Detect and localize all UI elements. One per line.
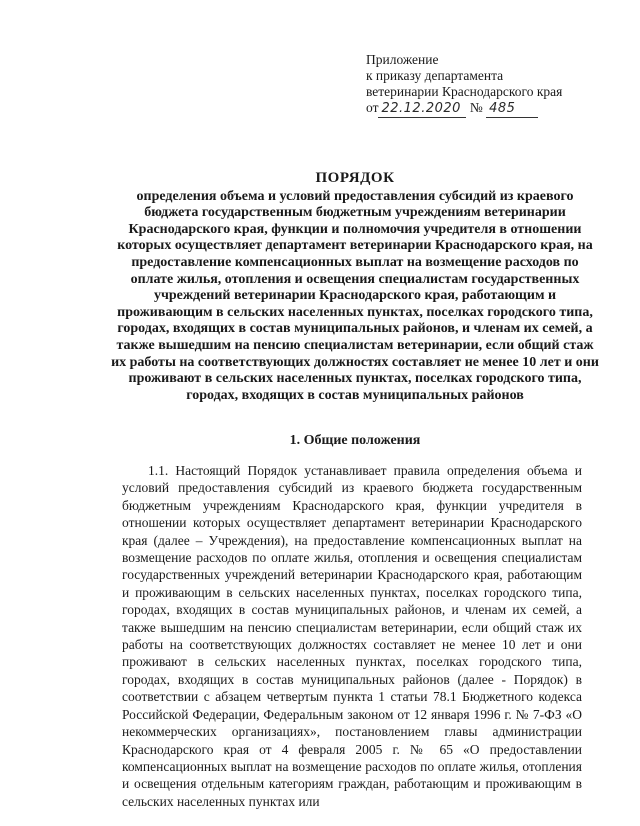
appendix-block — [366, 52, 616, 118]
number-label: № — [469, 100, 483, 115]
handwritten-number: 485 — [486, 101, 538, 118]
appendix-department-line: ветеринарии Краснодарского края — [366, 84, 563, 99]
appendix-title: Приложение — [366, 52, 439, 67]
body-paragraph: 1.1. Настоящий Порядок устанавливает правила определения объема и условий предоставления субсидий из краевого бюджета государственным бюджетным учреждениям Краснодарского края, функции учредителя в отношении которых осуществляет департамент ветеринарии Краснодарского края (далее – Учреждения), на предоставление компенсационных выплат на возмещение расходов по оплате жилья, отопления и освещения специалистам государственных учреждений ветеринарии Краснодарского края, работающим и проживающим в сельских населенных пунктах, поселках городского типа, городах, входящих в состав муниципальных районов, и членам их семей, а также вышедшим на пенсию специалистам ветеринарии, если общий стаж их работы на соответствующих должностях составляет не менее 10 лет и они проживают в сельских населенных пунктах, поселках городского типа, городах, входящих в состав муниципальных районов (далее - Порядок) в соответствии с абзацем четвертым пункта 1 статьи 78.1 Бюджетного кодекса Российской Федерации, Федеральным законом от 12 января 1996 г. № 7-ФЗ «О некоммерческих организациях», постановлением главы администрации Краснодарского края от 4 февраля 2005 г. № 65 «О предоставлении компенсационных выплат на возмещение расходов по оплате жилья, отопления и освещения отдельным категориям граждан, работающим и проживающим в сельских населенных пунктах или — [122, 463, 582, 809]
appendix-order-line: к приказу департамента — [366, 68, 504, 83]
document-subtitle: определения объема и условий предоставления субсидий из краевого бюджета государственным бюджетным учреждениям ветеринарии Краснодарского края, функции и полномочия учредителя в отношении которых осуществляет департамент ветеринарии Краснодарского края, на предоставление компенсационных выплат на возмещение расходов по оплате жилья, отопления и освещения специалистам государственных учреждений ветеринарии Краснодарского края, работающим и проживающим в сельских населенных пунктах, поселках городского типа, городах, входящих в состав муниципальных районов, и членам их семей, а также вышедшим на пенсию специалистам ветеринарии, если общий стаж их работы на соответствующих должностях составляет не менее 10 лет и они проживают в сельских населенных пунктах, поселках городского типа, городах, входящих в состав муниципальных районов — [111, 188, 599, 403]
document-title-block — [110, 170, 600, 404]
document-title: ПОРЯДОК — [315, 170, 395, 186]
from-label: от — [366, 100, 379, 115]
appendix-date-number-line — [366, 100, 616, 118]
handwritten-date: 22.12.2020 — [378, 101, 466, 118]
section-heading: 1. Общие положения — [289, 433, 421, 448]
